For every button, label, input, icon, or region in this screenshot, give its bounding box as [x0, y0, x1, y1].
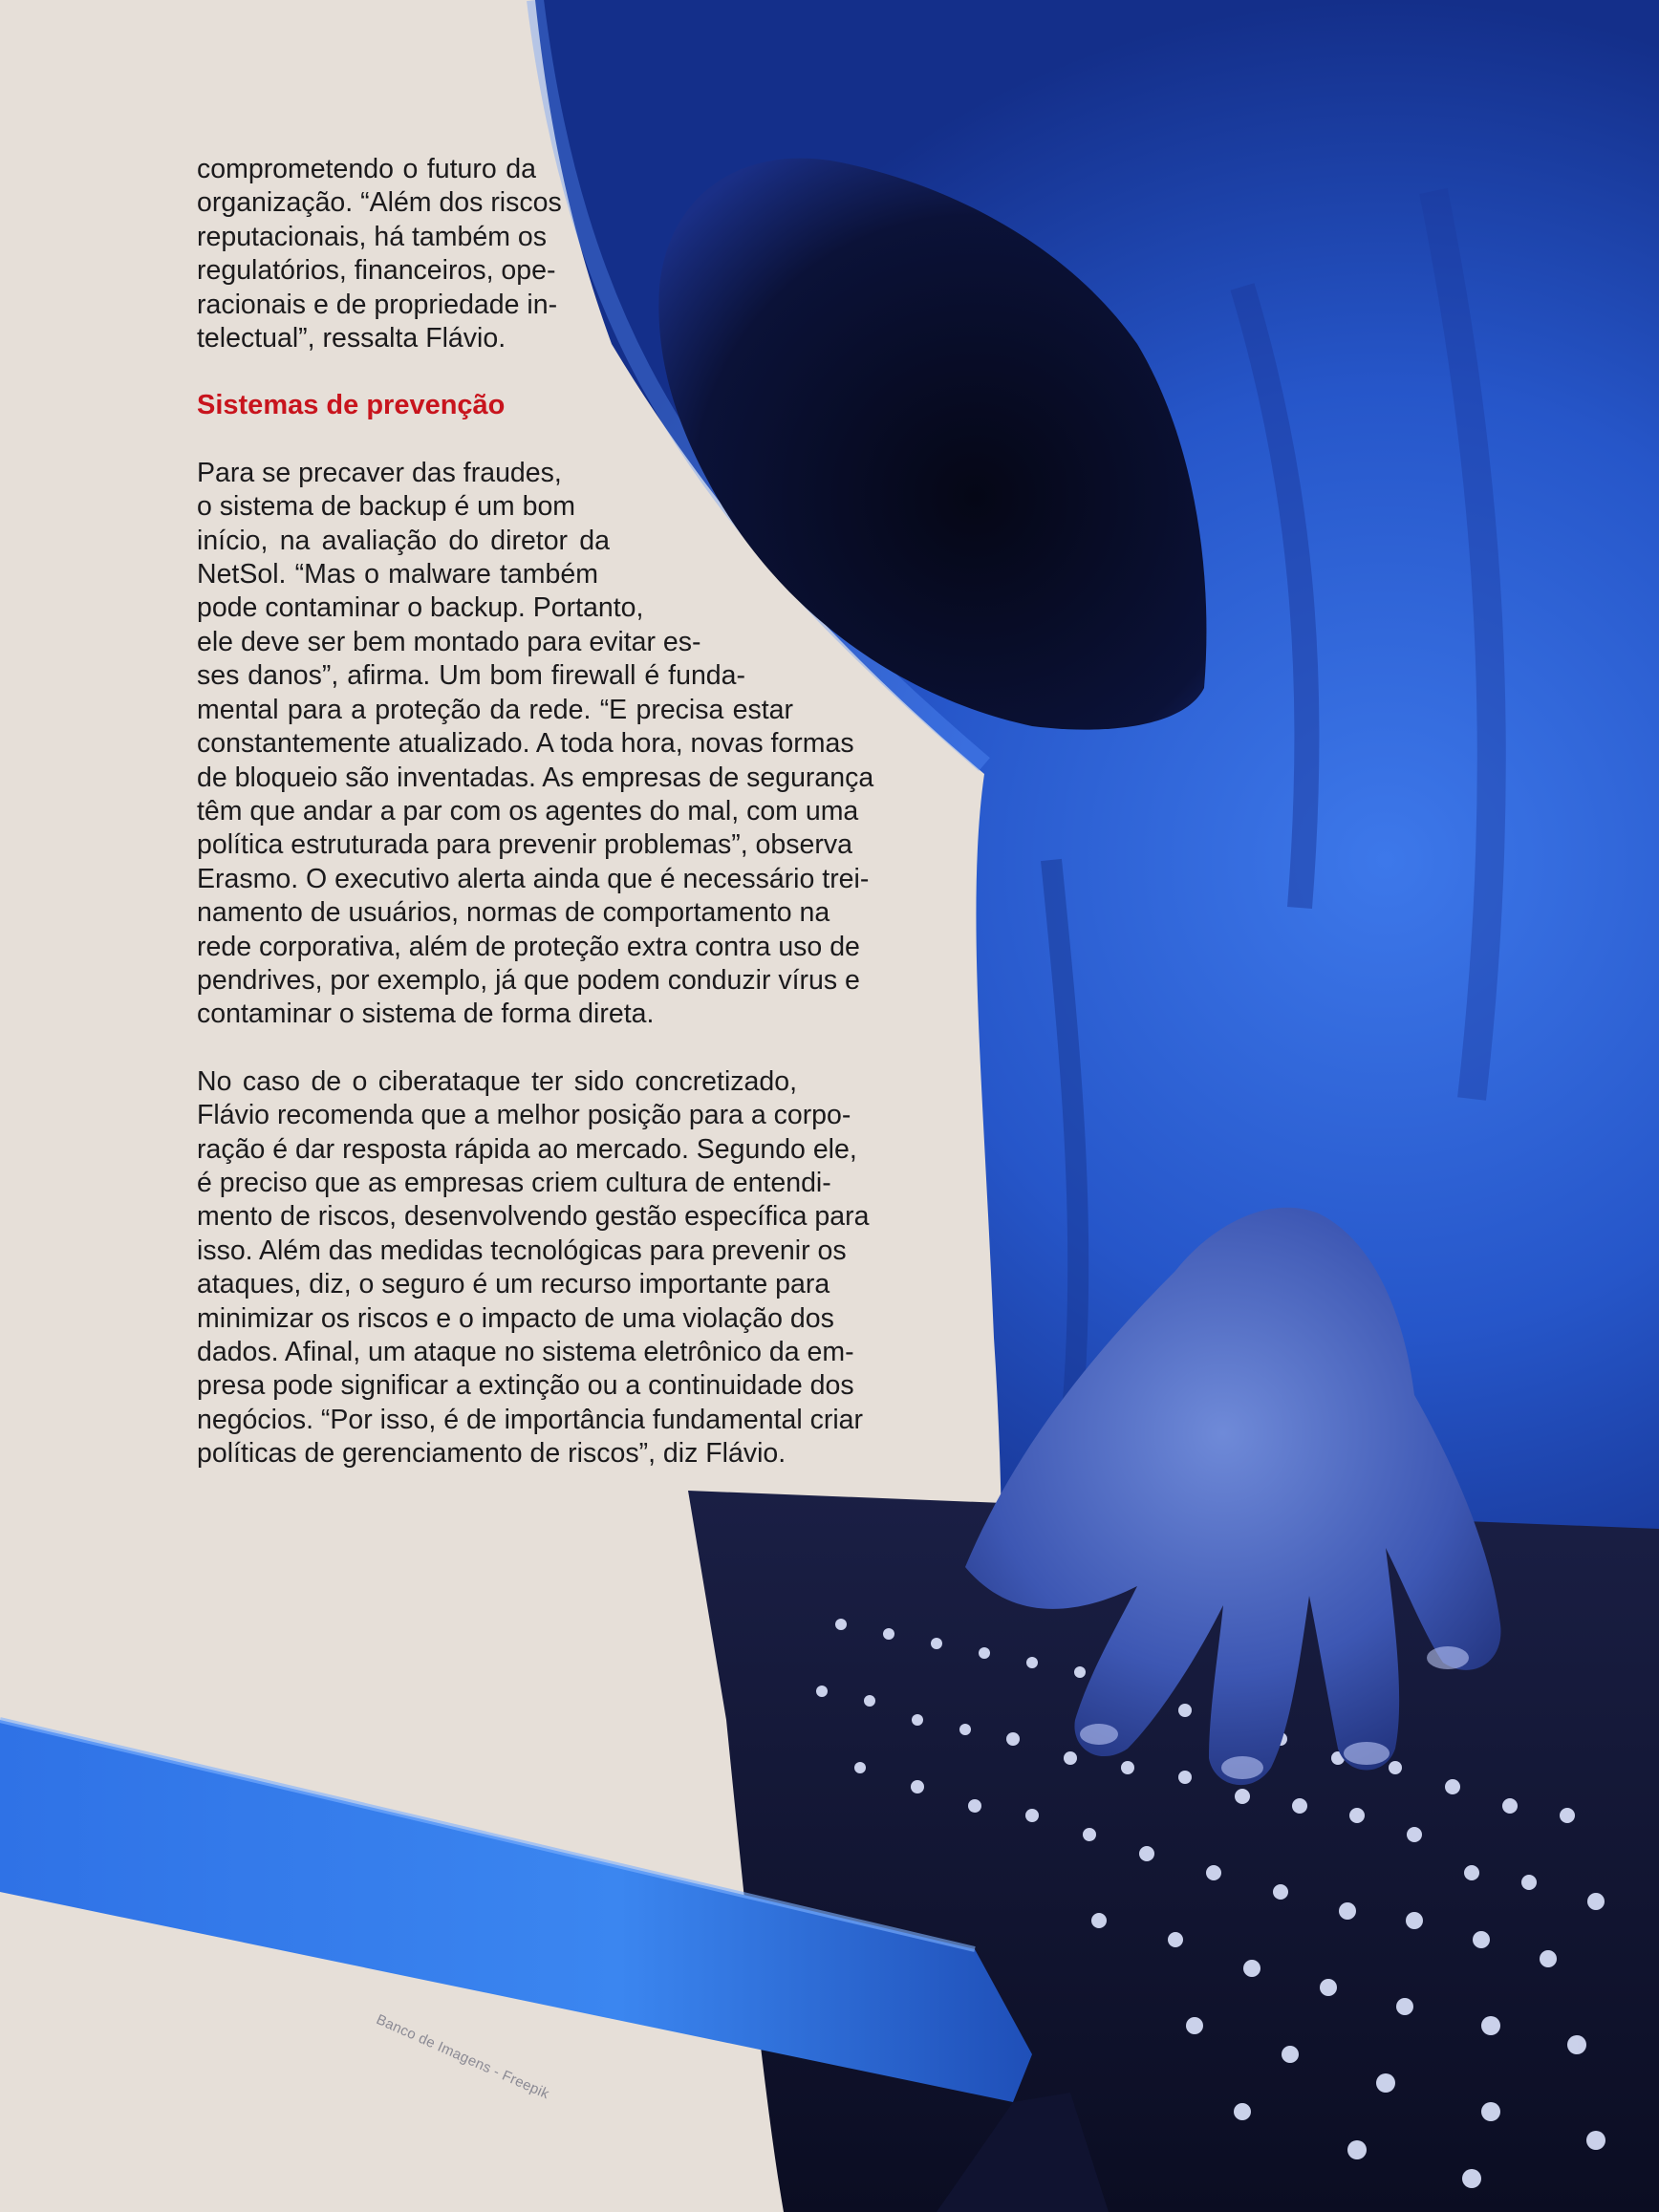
text-line: dados. Afinal, um ataque no sistema eletrônico da em-: [197, 1337, 854, 1367]
text-line: regulatórios, financeiros, ope-: [197, 255, 556, 287]
text-line: mento de riscos, desenvolvendo gestão específica para: [197, 1201, 870, 1233]
text-line: o sistema de backup é um bom: [197, 491, 576, 523]
text-line: namento de usuários, normas de comportamento na: [197, 897, 830, 929]
text-line: isso. Além das medidas tecnológicas para prevenir os: [197, 1235, 847, 1266]
text-line: pode contaminar o backup. Portanto,: [197, 592, 644, 624]
text-line: ração é dar resposta rápida ao mercado. Segundo ele,: [197, 1133, 857, 1165]
article-text: [197, 153, 1344, 1471]
text-line: ataques, diz, o seguro é um recurso importante para: [197, 1269, 830, 1300]
text-line: início, na avaliação do diretor da: [197, 525, 610, 556]
text-line: contaminar o sistema de forma direta.: [197, 999, 655, 1030]
text-line: rede corporativa, além de proteção extra contra uso de: [197, 931, 860, 962]
text-line: é preciso que as empresas criem cultura de entendi-: [197, 1167, 831, 1198]
paragraph-3: [197, 1065, 1344, 1471]
text-line: racionais e de propriedade in-: [197, 289, 558, 320]
text-line: NetSol. “Mas o malware também: [197, 559, 598, 591]
text-line: Erasmo. O executivo alerta ainda que é necessário trei-: [197, 863, 870, 894]
text-line: comprometendo o futuro da: [197, 154, 536, 184]
text-line: ele deve ser bem montado para evitar es-: [197, 626, 701, 657]
text-line: políticas de gerenciamento de riscos”, diz Flávio.: [197, 1438, 786, 1470]
text-line: Flávio recomenda que a melhor posição para a corpo-: [197, 1100, 851, 1131]
text-line: política estruturada para prevenir problemas”, observa: [197, 829, 852, 861]
photo-credit: Banco de Imagens - Freepik: [374, 2011, 552, 2103]
text-line: de bloqueio são inventadas. As empresas de segurança: [197, 762, 874, 793]
text-line: organização. “Além dos riscos: [197, 187, 562, 219]
text-line: minimizar os riscos e o impacto de uma violação dos: [197, 1302, 834, 1334]
text-line: têm que andar a par com os agentes do mal, com uma: [197, 795, 859, 827]
text-line: No caso de o ciberataque ter sido concretizado,: [197, 1065, 797, 1097]
text-line: negócios. “Por isso, é de importância fundamental criar: [197, 1404, 864, 1435]
paragraph-1: [197, 153, 1344, 355]
text-line: presa pode significar a extinção ou a continuidade dos: [197, 1370, 854, 1402]
text-line: mental para a proteção da rede. “E precisa estar: [197, 694, 793, 725]
section-heading: Sistemas de prevenção: [197, 390, 506, 421]
text-line: telectual”, ressalta Flávio.: [197, 323, 506, 354]
paragraph-2: [197, 457, 1344, 1032]
text-line: Para se precaver das fraudes,: [197, 457, 562, 488]
text-line: constantemente atualizado. A toda hora, novas formas: [197, 728, 854, 760]
text-line: ses danos”, afirma. Um bom firewall é funda-: [197, 660, 745, 692]
text-line: pendrives, por exemplo, já que podem conduzir vírus e: [197, 964, 860, 996]
text-line: reputacionais, há também os: [197, 221, 547, 252]
